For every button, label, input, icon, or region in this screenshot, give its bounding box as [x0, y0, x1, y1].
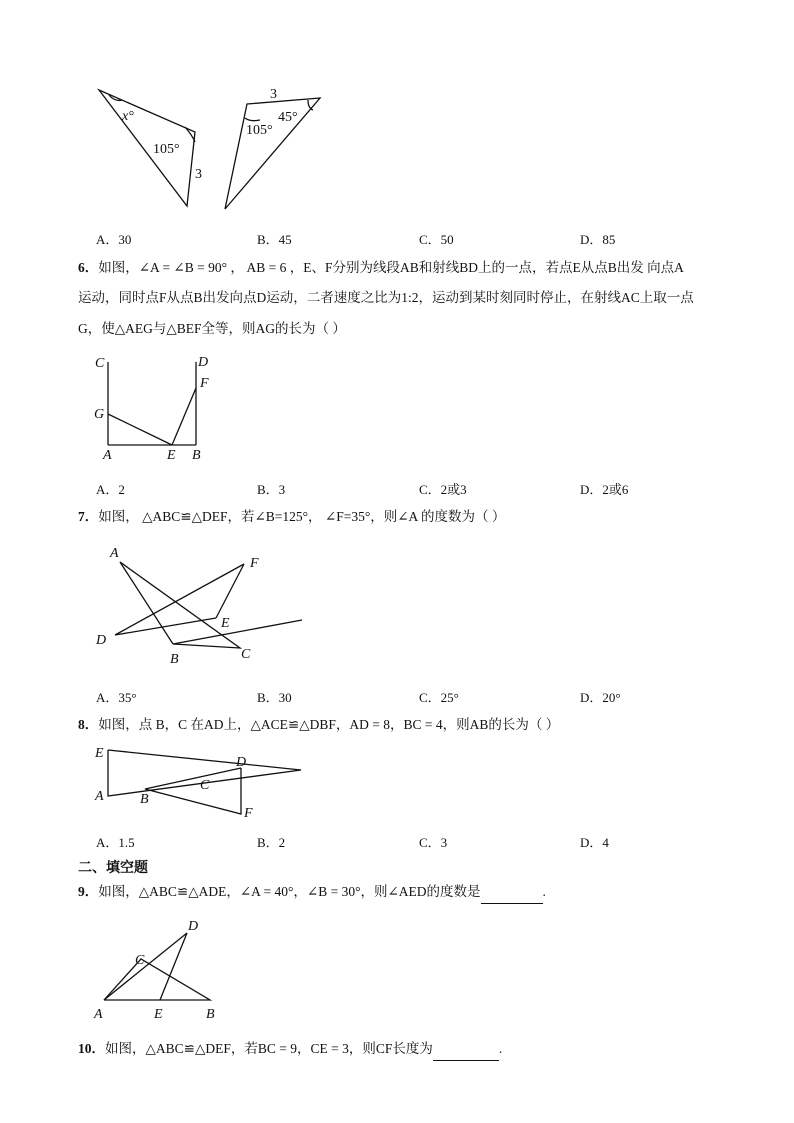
- q7-option-c: C．25°: [419, 690, 459, 705]
- q7-label-f: F: [250, 556, 259, 571]
- q6-segment-ge: [108, 414, 172, 445]
- q6-option-a: A．2: [96, 482, 125, 497]
- q8-label-d: D: [236, 755, 247, 770]
- q6-option-d: D．2或6: [580, 482, 629, 497]
- q10-text: 如图，△ABC≌△DEF，若BC = 9，CE = 3，则CF长度为: [105, 1041, 433, 1056]
- q7-label-b: B: [170, 652, 179, 667]
- q9-triangle-abc: [104, 959, 210, 1000]
- q6-label-a: A: [103, 448, 112, 463]
- q9-label-a: A: [94, 1007, 103, 1022]
- q6-text-line1: 如图，∠A = ∠B = 90° ， AB = 6 ，E、F分别为线段AB和射线BD上的一点，若点E从点B出发 向点A: [98, 260, 684, 275]
- q9-answer-blank[interactable]: [481, 889, 543, 904]
- q6-text-line3: G，使△AEG与△BEF全等，则AG的长为（ ）: [78, 321, 346, 336]
- q5-label-x: x°: [122, 109, 134, 124]
- q7-number: 7．: [78, 509, 99, 524]
- q10-answer-blank[interactable]: [433, 1046, 499, 1061]
- q5-label-3-right: 3: [270, 87, 277, 102]
- q5-left-triangle: [99, 90, 195, 206]
- q10-number: 10．: [78, 1041, 105, 1056]
- q5-label-105-left: 105°: [153, 142, 180, 157]
- q5-option-a: A．30: [96, 232, 132, 247]
- q8-option-c: C．3: [419, 835, 448, 850]
- q9-label-b: B: [206, 1007, 215, 1022]
- q5-option-b: B．45: [257, 232, 292, 247]
- q6-label-e: E: [167, 448, 176, 463]
- q5-angle-45-arc: [308, 100, 313, 110]
- q7-option-d: D．20°: [580, 690, 621, 705]
- q8-label-e: E: [95, 746, 104, 761]
- q5-label-45: 45°: [278, 110, 298, 125]
- q8-option-a: A．1.5: [96, 835, 135, 850]
- q7-figure: [90, 540, 280, 670]
- section-heading-fill-in: 二、填空题: [78, 860, 148, 876]
- q6-figure: [90, 352, 230, 462]
- q9-number: 9．: [78, 884, 99, 899]
- q7-option-a: A．35°: [96, 690, 137, 705]
- q8-label-c: C: [200, 778, 210, 793]
- q6-option-c: C．2或3: [419, 482, 467, 497]
- q6-text-line2: 运动，同时点F从点B出发向点D运动，二者速度之比为1:2，运动到某时刻同时停止，在射线AC上取一点: [78, 290, 694, 305]
- q6-label-f: F: [200, 376, 209, 391]
- q9-line: [78, 880, 546, 904]
- q5-label-105-right: 105°: [246, 123, 273, 138]
- q5-label-3-left: 3: [195, 167, 202, 182]
- q5-option-c: C．50: [419, 232, 454, 247]
- q7-label-a: A: [110, 546, 119, 561]
- q7-label-e: E: [221, 616, 230, 631]
- q8-figure: [90, 742, 270, 822]
- q9-label-c: C: [135, 953, 145, 968]
- q7-label-c: C: [241, 647, 251, 662]
- q6-line1: [78, 256, 684, 280]
- q5-right-triangle: [225, 98, 320, 209]
- q8-number: 8．: [78, 717, 99, 732]
- q6-label-d: D: [198, 355, 209, 370]
- q7-label-d: D: [96, 633, 107, 648]
- q6-number: 6．: [78, 260, 99, 275]
- q9-label-e: E: [154, 1007, 163, 1022]
- q8-label-f: F: [244, 806, 253, 821]
- q7-option-b: B．30: [257, 690, 292, 705]
- q6-label-b: B: [192, 448, 201, 463]
- q8-label-a: A: [95, 789, 104, 804]
- q9-segment-ad: [104, 933, 187, 1000]
- q9-segment-de: [160, 933, 187, 1000]
- q9-text: 如图，△ABC≌△ADE，∠A = 40°，∠B = 30°，则∠AED的度数是: [98, 884, 481, 899]
- q10-end: .: [498, 1041, 503, 1056]
- q5-figure: [90, 80, 340, 220]
- q9-end: .: [542, 884, 546, 899]
- q8-text: 如图，点 B，C 在AD上，△ACE≌△DBF，AD = 8，BC = 4，则AB的长为（ ）: [98, 717, 560, 732]
- q6-segment-ef: [172, 388, 196, 445]
- q7-text: 如图， △ABC≌△DEF，若∠B=125°， ∠F=35°，则∠A 的度数为（ ）: [98, 509, 506, 524]
- q5-option-d: D．85: [580, 232, 616, 247]
- q6-label-c: C: [95, 356, 105, 371]
- q6-label-g: G: [94, 407, 105, 422]
- q8-line: [78, 713, 559, 737]
- q9-figure: [90, 915, 230, 1025]
- q7-line: [78, 505, 505, 529]
- q8-option-b: B．2: [257, 835, 286, 850]
- q9-label-d: D: [188, 919, 199, 934]
- q8-label-b: B: [140, 792, 149, 807]
- q8-option-d: D．4: [580, 835, 609, 850]
- q5-angle-105-right-arc: [245, 118, 260, 121]
- q6-option-b: B．3: [257, 482, 286, 497]
- q10-line: [78, 1037, 502, 1061]
- q8-triangle-dbf: [145, 768, 241, 814]
